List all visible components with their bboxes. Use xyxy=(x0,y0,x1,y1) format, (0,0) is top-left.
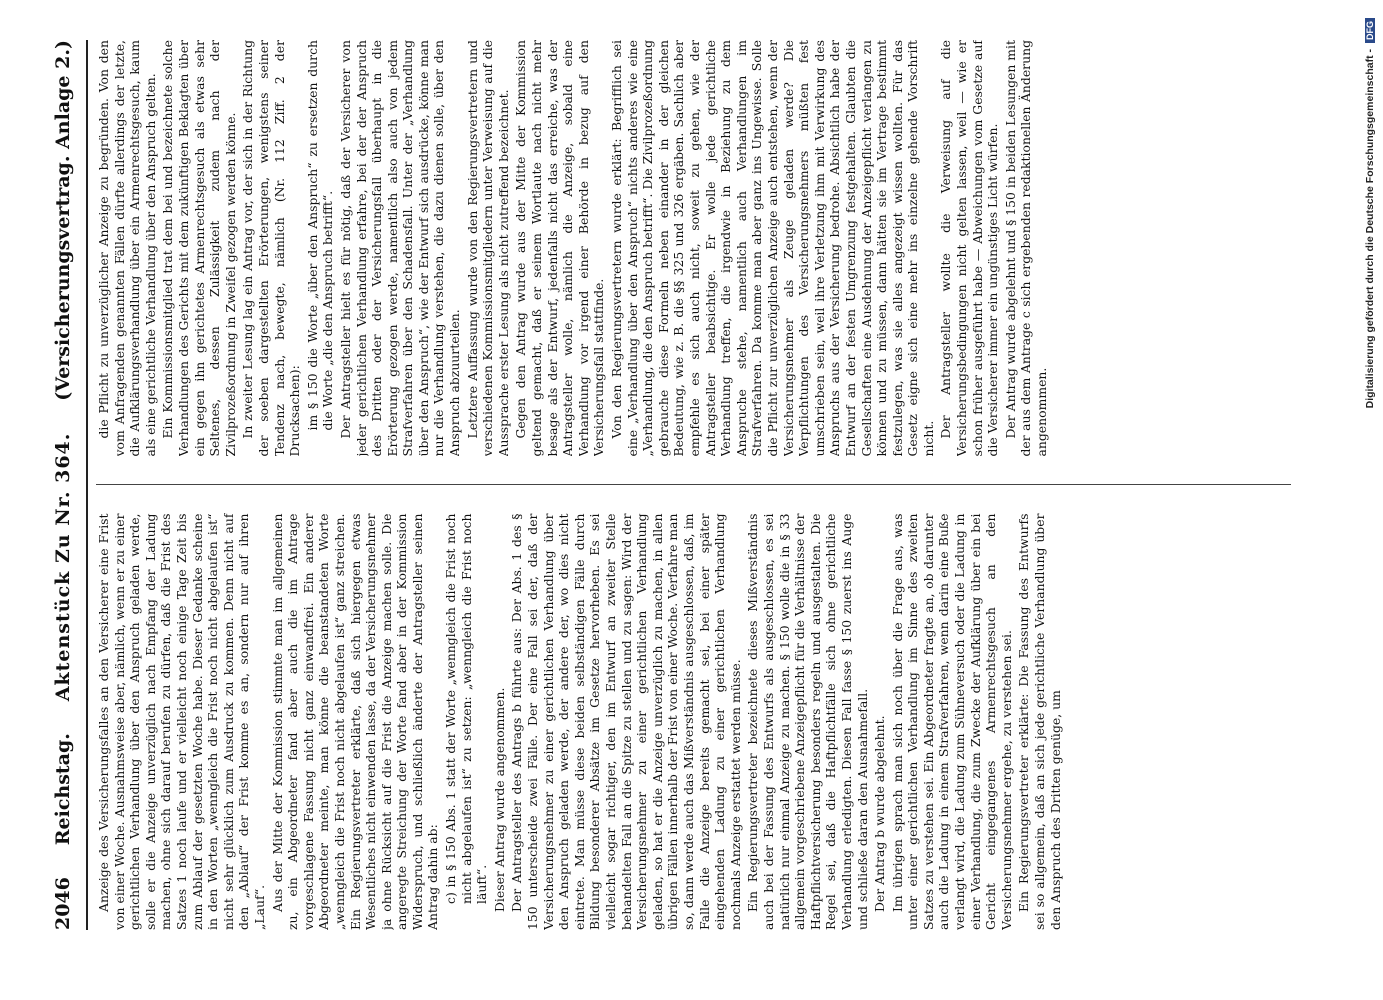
paragraph: In zweiter Lesung lag ein Antrag vor, der sich in der Richtung der soeben dargestellten Erörterungen, wenigstens seiner Tendenz nach, bewegte, nämlich (Nr. 112 Ziff. 2 der Drucksachen): xyxy=(240,40,303,457)
paragraph: Dieser Antrag wurde angenommen. xyxy=(491,687,507,912)
paragraph: Der Antragsteller des Antrags b führte aus: Der Abs. 1 des § 150 unterscheide zwei Fälle. Der eine Fall sei der, daß der Versicherungsnehmer zu einer gerichtlichen Verhandlung über den Anspruch geladen werde, der andere der, wo dies nicht eintrete. Man müsse diese beiden selbständigen Fälle durch Bildung besonderer Absätze im Gesetze hervorheben. Es sei vielleicht sogar richtiger, den im Entwurf an zweiter Stelle behandelten Fall an die Spitze zu stellen und zu sagen: Wird der Versicherungsnehmer zu einer gerichtlichen Verhandlung geladen, so hat er die Anzeige unverzüglich zu machen, in allen übrigen Fällen innerhalb der Frist von einer Woche. Verfahre man so, dann werde auch das Mißverständnis ausgeschlossen, daß, im Falle die Anzeige bereits gemacht sei, bei einer später eingehenden Ladung zu einer gerichtlichen Verhandlung nochmals Anzeige erstattet werden müsse. xyxy=(509,513,743,930)
page-number: 2046 xyxy=(52,877,74,930)
paragraph: Von den Regierungsvertretern wurde erklärt: Begrifflich sei eine „Verhandlung über den Anspruch“ nichts anderes wie eine „Verhandlung, die den Anspruch betrifft“. Die Zivilprozeßordnung gebrauche diese Formeln neben einander in der gleichen Bedeutung, wie z. B. die §§ 325 und 326 ergäben. Sachlich aber empfehle es sich auch nicht, soweit zu gehen, wie der Antragsteller beabsichtige. Er wolle jede gerichtliche Verhandlung treffen, die irgendwie in Beziehung zu dem Anspruche stehe, namentlich auch Verhandlungen im Strafverfahren. Da komme man aber ganz ins Ungewisse. Solle die Pflicht zur unverzüglichen Anzeige auch entstehen, wenn der Versicherungsnehmer als Zeuge geladen werde? Die Verpflichtungen des Versicherungsnehmers müßten fest umschrieben sein, weil ihre Verletzung ihm mit Verwirkung des Anspruchs aus der Versicherung bedrohe. Absichtlich habe der Entwurf an der festen Umgrenzung festgehalten. Glaubten die Gesellschaften eine Ausdehnung der Anzeigepflicht verlangen zu können und zu müssen, dann hätten sie im Vertrage bestimmt festzulegen, was sie alles angezeigt wissen wollten. Für das Gesetz eigne sich eine mehr ins einzelne gehende Vorschrift nicht. xyxy=(609,40,936,457)
digitization-credit xyxy=(1358,0,1382,1000)
header-left: Reichstag. xyxy=(52,733,74,846)
paragraph: Ein Kommissionsmitglied trat dem bei und bezeichnete solche Verhandlungen des Gerichts mit dem zukünftigen Beklagten über ein gegen ihn gerichtetes Armenrechtsgesuch als etwas sehr Seltenes, dessen Zulässigkeit zudem nach der Zivilprozeßordnung in Zweifel gezogen werden könne. xyxy=(160,40,238,457)
header-middle: Aktenstück Zu Nr. 364. xyxy=(52,432,74,702)
paragraph: Im übrigen sprach man sich noch über die Frage aus, was unter einer gerichtlichen Verhandlung im Sinne des zweiten Satzes zu verstehen sei. Ein Abgeordneter fragte an, ob darunter auch die Ladung in einem Strafverfahren, wenn darin eine Buße verlangt wird, die Ladung zum Sühneversuch oder die Ladung in einer Verhandlung, die zum Zwecke der Aufklärung über ein bei Gericht eingegangenes Armenrechtsgesuch an den Versicherungsnehmer ergehe, zu verstehen sei. xyxy=(889,513,1014,930)
paragraph: Der Antragsteller hielt es für nötig, daß der Versicherer von jeder gerichtlichen Verhandlung erfahre, bei der der Anspruch des Dritten oder der Versicherungsfall überhaupt in die Erörterung gezogen werde, namentlich also auch von jedem Strafverfahren über den Schadensfall. Unter der „Verhandlung über den Anspruch“, wie der Entwurf sich ausdrücke, könne man nur die Verhandlung verstehen, die dazu dienen solle, über den Anspruch abzuurteilen. xyxy=(337,40,463,457)
paragraph: Letztere Auffassung wurde von den Regierungsvertretern und verschiedenen Kommissionsmitgliedern unter Verweisung auf die Aussprache erster Lesung als nicht zutreffend bezeichnet. xyxy=(464,40,511,457)
paragraph: Der Antrag b wurde abgelehnt. xyxy=(872,715,888,912)
text-columns xyxy=(96,40,1291,930)
paragraph: Gegen den Antrag wurde aus der Mitte der Kommission geltend gemacht, daß er seinem Wortlaute nach nicht mehr besage als der Entwurf, jedenfalls nicht das erreiche, was der Antragsteller wolle, nämlich die Anzeige, sobald eine Verhandlung vor irgend einer Behörde in bezug auf den Versicherungsfall stattfinde. xyxy=(513,40,607,457)
credit-text: Digitalisierung gefördert durch die Deutsche Forschungsgemeinschaft - xyxy=(1364,49,1376,409)
paragraph: Der Antrag wurde abgelehnt und § 150 in beiden Lesungen mit der aus dem Antrage c sich ergebenden redaktionellen Änderung angenommen. xyxy=(1002,40,1050,457)
paragraph: die Pflicht zu unverzüglicher Anzeige zu begründen. Von den vom Anfragenden genannten Fällen dürfte allerdings der letzte, die Aufklärungsverhandlung über ein Armenrechtsgesuch, kaum als eine gerichtliche Verhandlung über den Anspruch gelten. xyxy=(96,40,158,457)
paragraph: Der Antragsteller wollte die Verweisung auf die Versicherungsbedingungen nicht gelten lassen, weil — wie er schon früher ausgeführt habe — Abweichungen vom Gesetze auf die Versicherer immer ein ungünstiges Licht würfen. xyxy=(938,40,1001,457)
dfg-logo: DFG xyxy=(1365,18,1375,43)
paragraph: Anzeige des Versicherungsfalles an den Versicherer eine Frist von einer Woche. Ausnahmsweise aber, nämlich, wenn er zu einer gerichtlichen Verhandlung über den Anspruch geladen werde, solle er die Anzeige unverzüglich nach Empfang der Ladung machen, ohne sich darauf berufen zu dürfen, daß die Frist des Satzes 1 noch laufe und er vielleicht noch einige Tage Zeit bis zum Ablauf der gesetzten Woche habe. Dieser Gedanke scheine in den Worten „wenngleich die Frist noch nicht abgelaufen ist“ nicht sehr glücklich zum Ausdruck zu kommen. Denn nicht auf den „Ablauf“ der Frist komme es an, sondern nur auf ihren „Lauf“. xyxy=(96,513,267,930)
right-column xyxy=(96,40,1291,457)
column-divider xyxy=(96,485,1291,486)
paragraph: Aus der Mitte der Kommission stimmte man im allgemeinen zu, ein Abgeordneter fand aber auch die im Antrage vorgeschlagene Fassung nicht ganz einwandfrei. Ein anderer Abgeordneter meinte, man könne die beanstandeten Worte „wenngleich die Frist noch nicht abgelaufen ist“ ganz streichen. Ein Regierungsvertreter erklärte, daß sich hiergegen etwas Wesentliches nicht einwenden lasse, da der Versicherungsnehmer ja ohne Rücksicht auf die Frist die Anzeige machen solle. Die angeregte Streichung der Worte fand aber in der Kommission Widerspruch, und schließlich änderte der Antragsteller seinen Antrag dahin ab: xyxy=(269,513,441,930)
left-column xyxy=(96,514,1291,931)
header-right: (Versicherungsvertrag. Anlage 2.) xyxy=(52,40,74,401)
paragraph: c) in § 150 Abs. 1 statt der Worte „wenngleich die Frist noch nicht abgelaufen ist“ zu setzen: „wenngleich die Frist noch läuft“. xyxy=(443,513,490,904)
paragraph: Ein Regierungsvertreter bezeichnete dieses Mißverständnis auch bei der Fassung des Entwurfs als ausgeschlossen, es sei natürlich nur einmal Anzeige zu machen. § 150 wolle die in § 33 allgemein vorgeschriebene Anzeigepflicht für die Verhältnisse der Haftpflichtversicherung besonders regeln und ausgestalten. Die Regel sei, daß die Haftpflichtfälle sich ohne gerichtliche Verhandlung erledigten. Diesen Fall fasse § 150 zuerst ins Auge und schließe daran den Ausnahmefall. xyxy=(745,513,870,930)
paragraph: im § 150 die Worte „über den Anspruch“ zu ersetzen durch die Worte „die den Anspruch betrifft“. xyxy=(304,40,336,431)
page-header xyxy=(52,40,88,930)
paragraph: Ein Regierungsvertreter erklärte: Die Fassung des Entwurfs sei so allgemein, daß an sich jede gerichtliche Verhandlung über den Anspruch des Dritten genüge, um xyxy=(1016,513,1063,930)
